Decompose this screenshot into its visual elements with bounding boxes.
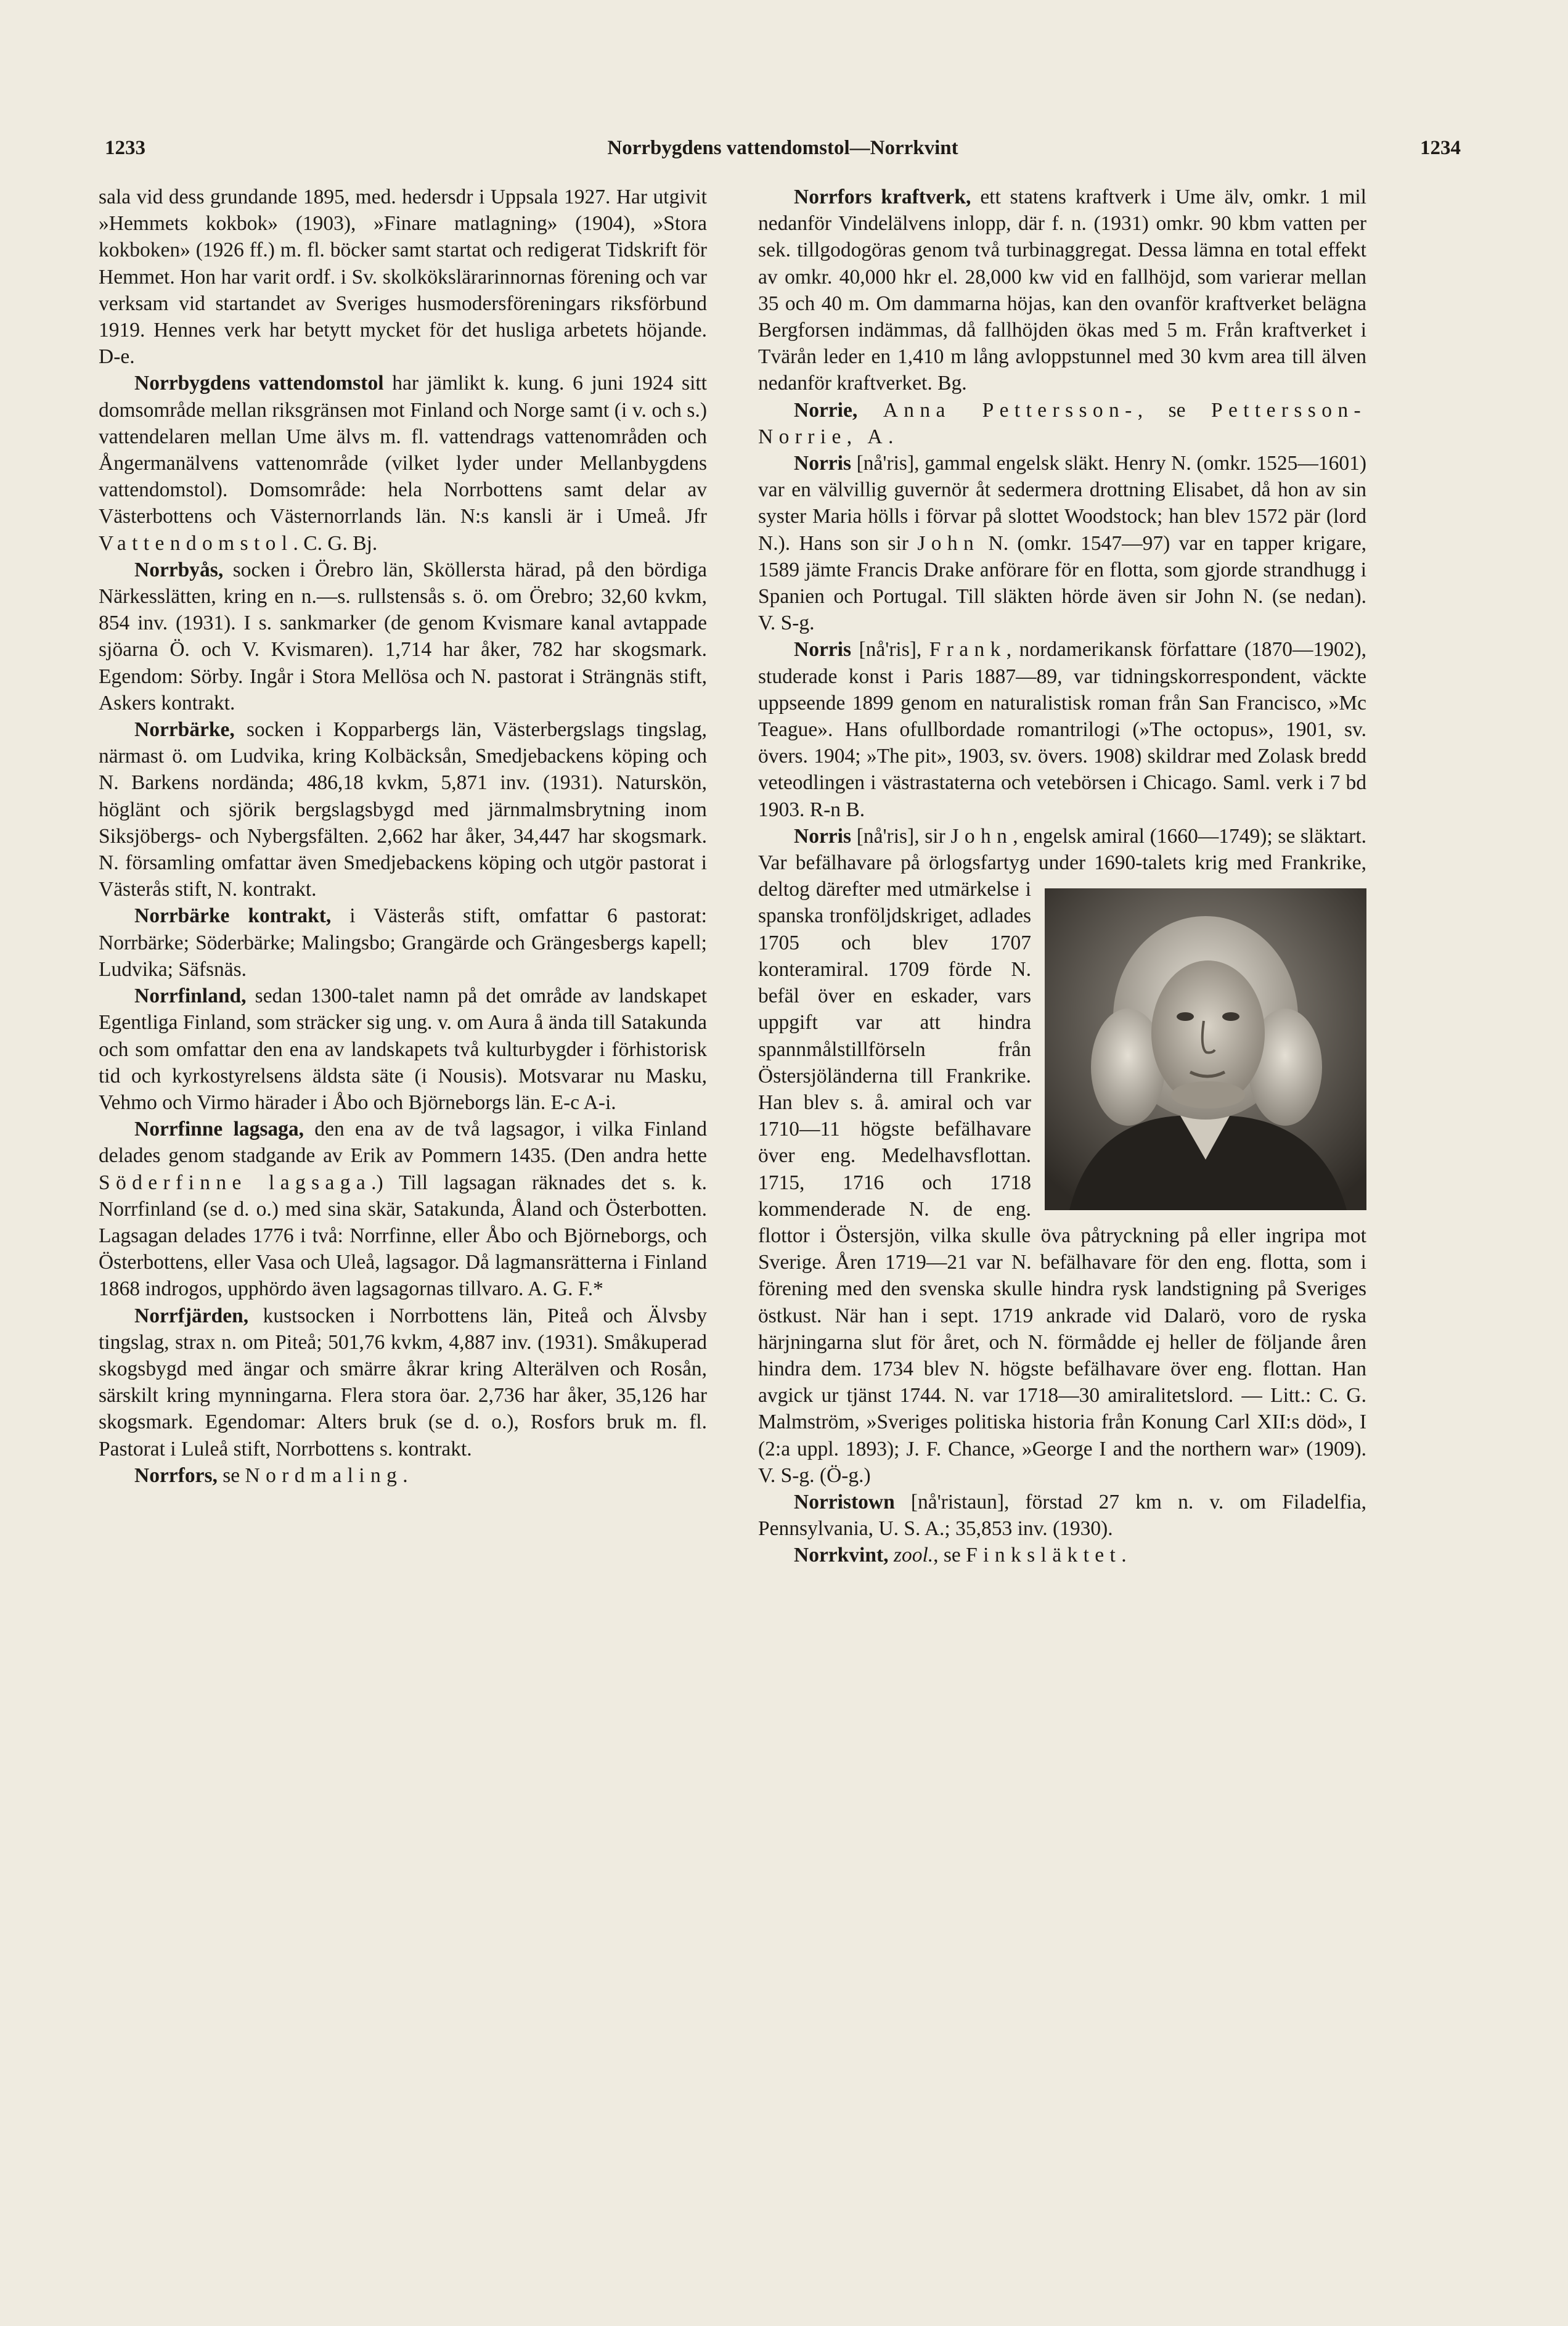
right-column [758,184,1366,1569]
entry-norrfjarden: Norrfjärden, kustsocken i Norrbottens län, Piteå och Älvsby tingslag, strax n. om Piteå; 501,76 kvkm, 4,887 inv. (1931). Småkuperad skogsbygd med ängar och smärre åkrar kring Alterälven och Rosån, särskilt kring mynningarna. Flera stora öar. 2,736 har åker, 35,126 har skogsmark. Egendomar: Alters bruk (se d. o.), Rosfors bruk m. fl. Pastorat i Luleå stift, Norrbottens s. kontrakt. [99,1304,707,1460]
entry-norristown: Norristown [nå'ristaun], förstad 27 km n. v. om Filadelfia, Pennsylvania, U. S. A.; 35,853 inv. (1930). [758,1490,1366,1541]
entry-norrfors-kraftverk: Norrfors kraftverk, ett statens kraftverk i Ume älv, omkr. 1 mil nedanför Vindelälvens inlopp, där f. n. (1931) omkr. 90 kbm vatten per sek. tillgodogöras genom två turbinaggregat. Dessa lämna en total effekt av omkr. 40,000 hkr el. 28,000 kw vid en fallhöjd, som varierar mellan 35 och 40 m. Om dammarna höjas, kan den ovanför kraftverket belägna Bergforsen indämmas, då fallhöjden ökas med 5 m. Från kraftverket i Tvärån leder en 1,410 m lång avloppstunnel med 30 kvm area till älven nedanför kraftverket. Bg. [758,186,1366,395]
cross-reference: John [950,824,1013,848]
author-signature: E-c A-i. [550,1091,616,1114]
entry-headword: Norris [794,638,852,661]
entry-norrbyas: Norrbyås, socken i Örebro län, Sköllersta härad, på den bördiga Närkesslätten, kring en n.—s. rullstensås s. ö. om Örebro; 32,60 kvkm, 854 inv. (1931). I s. sankmarker (de genom Kvismare kanal avtappade sjöarna Ö. och V. Kvismaren). 1,714 har åker, 782 har skogsmark. Egendom: Sörby. Ingår i Stora Mellösa och N. pastorat i Strängnäs stift, Askers kontrakt. [99,558,707,715]
entry-headword: Norristown [794,1490,895,1513]
entry-headword: Norrbygdens vattendomstol [134,372,384,395]
cross-reference: Anna Pettersson- [883,398,1138,422]
entry-headword: Norris [794,452,852,475]
author-signature: V. S-g. (Ö-g.) [758,1464,871,1487]
entry-headword: Norrfinland, [134,985,247,1008]
entry-norrbarke-kontrakt: Norrbärke kontrakt, i Västerås stift, omfattar 6 pastorat: Norrbärke; Söderbärke; Malingsbo; Grangärde och Grängesbergs kapell; Ludvika; Säfsnäs. [99,904,707,981]
author-signature: D-e. [99,345,135,369]
entry-headword: Norrie, [794,398,858,422]
entry-norrfors: Norrfors, se Nordmaling. [134,1464,408,1487]
entry-norris-john: Norris [nå'ris], sir John, engelsk amiral (1660—1749); se släktart. Var befälhavare på örlogsfartyg under 1690-talets krig med Frankrike, deltog därefter med utmärkelse i spanska tronföljdskriget, adlades 1705 och blev 1707 konteramiral. 1709 förde N. befäl över en eskader, vars uppgift var att hindra spannmålstillförseln från Östersjöländerna till Frankrike. Han blev s. å. amiral och var 1710—11 högste befälhavare över eng. Medelhavsflottan. 1715, 1716 och 1718 kommenderade N. de eng. flottor i Östersjön, vilka skulle öva påtryckning på eller ingripa mot Sverige. Åren 1719—21 var N. befälhavare för den eng. flotta, som i förening med den svenska skulle hindra rysk landstigning på Sveriges östkust. När han i sept. 1719 ankrade vid Dalarö, voro de ryska härjningarna slut för året, och N. förmådde ej heller de följande åren hindra dem. 1734 blev N. högste befälhavare över eng. flottan. Han avgick ur tjänst 1744. N. var 1718—30 amiralitetslord. — Litt.: C. G. Malmström, »Sveriges politiska historia från Konung Carl XII:s död», I (2:a uppl. 1893); J. F. Chance, »George I and the northern war» (1909). V. S-g. (Ö-g.) [758,824,1366,1487]
entry-norrie: Norrie, Anna Pettersson-, se Pettersson-Norrie, A. [758,398,1367,448]
abbreviation: zool. [893,1544,934,1567]
left-column [99,184,707,1489]
entry-headword: Norrbyås, [134,558,224,581]
author-signature: C. G. Bj. [303,531,378,555]
author-signature: A. G. F.* [527,1277,603,1301]
entry-headword: Norrfors kraftverk, [794,186,971,208]
entry-headword: Norrfjärden, [134,1304,249,1327]
cross-reference: Finksläktet [966,1544,1122,1567]
page-number-left: 1233 [105,137,145,159]
page-number-right: 1234 [1420,137,1461,159]
entry-headword: Norrfors, [134,1464,218,1487]
portrait-image [1045,888,1366,1210]
entry-norrkvint: Norrkvint, zool., se Finksläktet. [794,1544,1127,1567]
entry-norris-frank: Norris [nå'ris], Frank, nordamerikansk författare (1870—1902), studerade konst i Paris 1887—89, var tidningskorrespondent, väckte uppseende 1899 genom en naturalistisk roman från San Francisco, »Mc Teague». Hans ofullbordade romantrilogi (»The octopus», 1901, sv. övers. 1904; »The pit», 1903, sv. övers. 1908) skildrar med Zolask bredd veteodlingen i västrastaterna och vetebörsen i Chicago. Saml. verk i 7 bd 1903. R-n B. [758,638,1367,821]
entry-headword: Norrfinne lagsaga, [134,1118,304,1141]
entry-norris-family: Norris [nå'ris], gammal engelsk släkt. Henry N. (omkr. 1525—1601) var en välvillig guvernör åt sedermera drottning Elisabet, då hon av sin syster Maria hölls i förvar på slottet Woodstock; han blev 1572 pär (lord N.). Hans son sir John N. (omkr. 1547—97) var en tapper krigare, 1589 jämte Francis Drake anförare för en flotta, som gjorde strandhugg i Spanien och Portugal. Till släkten hörde även sir John N. (se nedan). V. S-g. [758,452,1367,635]
entry-norrbygdens-vattendomstol: Norrbygdens vattendomstol har jämlikt k. kung. 6 juni 1924 sitt domsområde mellan riksgränsen mot Finland och Norge samt (i v. och s.) vattendelaren mellan Ume älvs m. fl. vattendrags vattenområden och Ångermanälvens vattenområde (vilket lyder under Mellanbygdens vattendomstol). Domsområde: hela Norrbottens samt delar av Västerbottens och Västernorrlands län. N:s kansli är i Umeå. Jfr Vattendomstol. C. G. Bj. [99,372,707,555]
page-header [105,137,1461,174]
cross-reference: John [917,531,980,555]
entry-norrbarke: Norrbärke, socken i Kopparbergs län, Västerbergslags tingslag, närmast ö. om Ludvika, kring Kolbäcksån, Smedjebackens köping och N. Barkens nordända; 486,18 kvkm, 5,871 inv. (1931). Naturskön, höglänt och sjörik bergslagsbygd med järnmalmsbrytning inom Siksjöbergs- och Nybergsfälten. 2,662 har åker, 34,447 har skogsmark. N. församling omfattar även Smedjebackens köping och utgör pastorat i Västerås stift, N. kontrakt. [99,718,707,901]
entry-headword: Norrbärke, [134,718,235,742]
entry-headword: Norris [794,824,852,848]
author-signature: R-n B. [809,798,865,821]
entry-norrfinne-lagsaga: Norrfinne lagsaga, den ena av de två lagsagor, i vilka Finland delades genom stadgande av Erik av Pommern 1435. (Den andra hette Söderfinne lagsaga.) Till lagsagan räknades det s. k. Norrfinland (se d. o.) med sina skär, Satakunda, Åland och Österbotten. Lagsagan delades 1776 i två: Norrfinne, eller Åbo och Björneborgs, och Österbottens, eller Vasa och Uleå, lagsagor. Då lagmansrätterna i Finland 1868 indrogos, upphördo även lagsagornas tillvaro. A. G. F.* [99,1118,708,1301]
entry-headword: Norrbärke kontrakt, [134,904,332,928]
running-title: Norrbygdens vattendomstol—Norrkvint [607,137,958,159]
cross-reference: Vattendomstol [99,531,293,555]
cross-reference: Söderfinne lagsaga [99,1171,372,1194]
author-signature: Bg. [937,372,967,395]
cross-reference: Pettersson-Norrie, A [758,398,1367,448]
entry-continuation: sala vid dess grundande 1895, med. hedersdr i Uppsala 1927. Har utgivit »Hemmets kokbok» (1903), »Finare matlagning» (1904), »Stora kokboken» (1926 ff.) m. fl. böcker samt startat och redigerat Tidskrift för Hemmet. Hon har varit ordf. i Sv. skolkökslärarinnornas förening och var verksam vid startandet av Sveriges husmodersföreningars riksförbund 1919. Hennes verk har betytt mycket för det husliga arbetets höjande. D-e. [99,186,707,369]
cross-reference: Frank [929,638,1007,661]
entry-headword: Norrkvint, [794,1544,889,1567]
portrait-john-norris [1045,888,1366,1210]
cross-reference: Nordmaling [245,1464,403,1487]
author-signature: V. S-g. [758,612,815,635]
entry-norrfinland: Norrfinland, sedan 1300-talet namn på det område av landskapet Egentliga Finland, som sträcker sig ung. v. om Aura å ända till Satakunda och som omfattar den ena av landskapets två kulturbygder i förhistorisk tid och kyrkostyrelsens äldsta säte (i Nousis). Motsvarar nu Masku, Vehmo och Virmo härader i Åbo och Björneborgs län. E-c A-i. [99,985,707,1114]
